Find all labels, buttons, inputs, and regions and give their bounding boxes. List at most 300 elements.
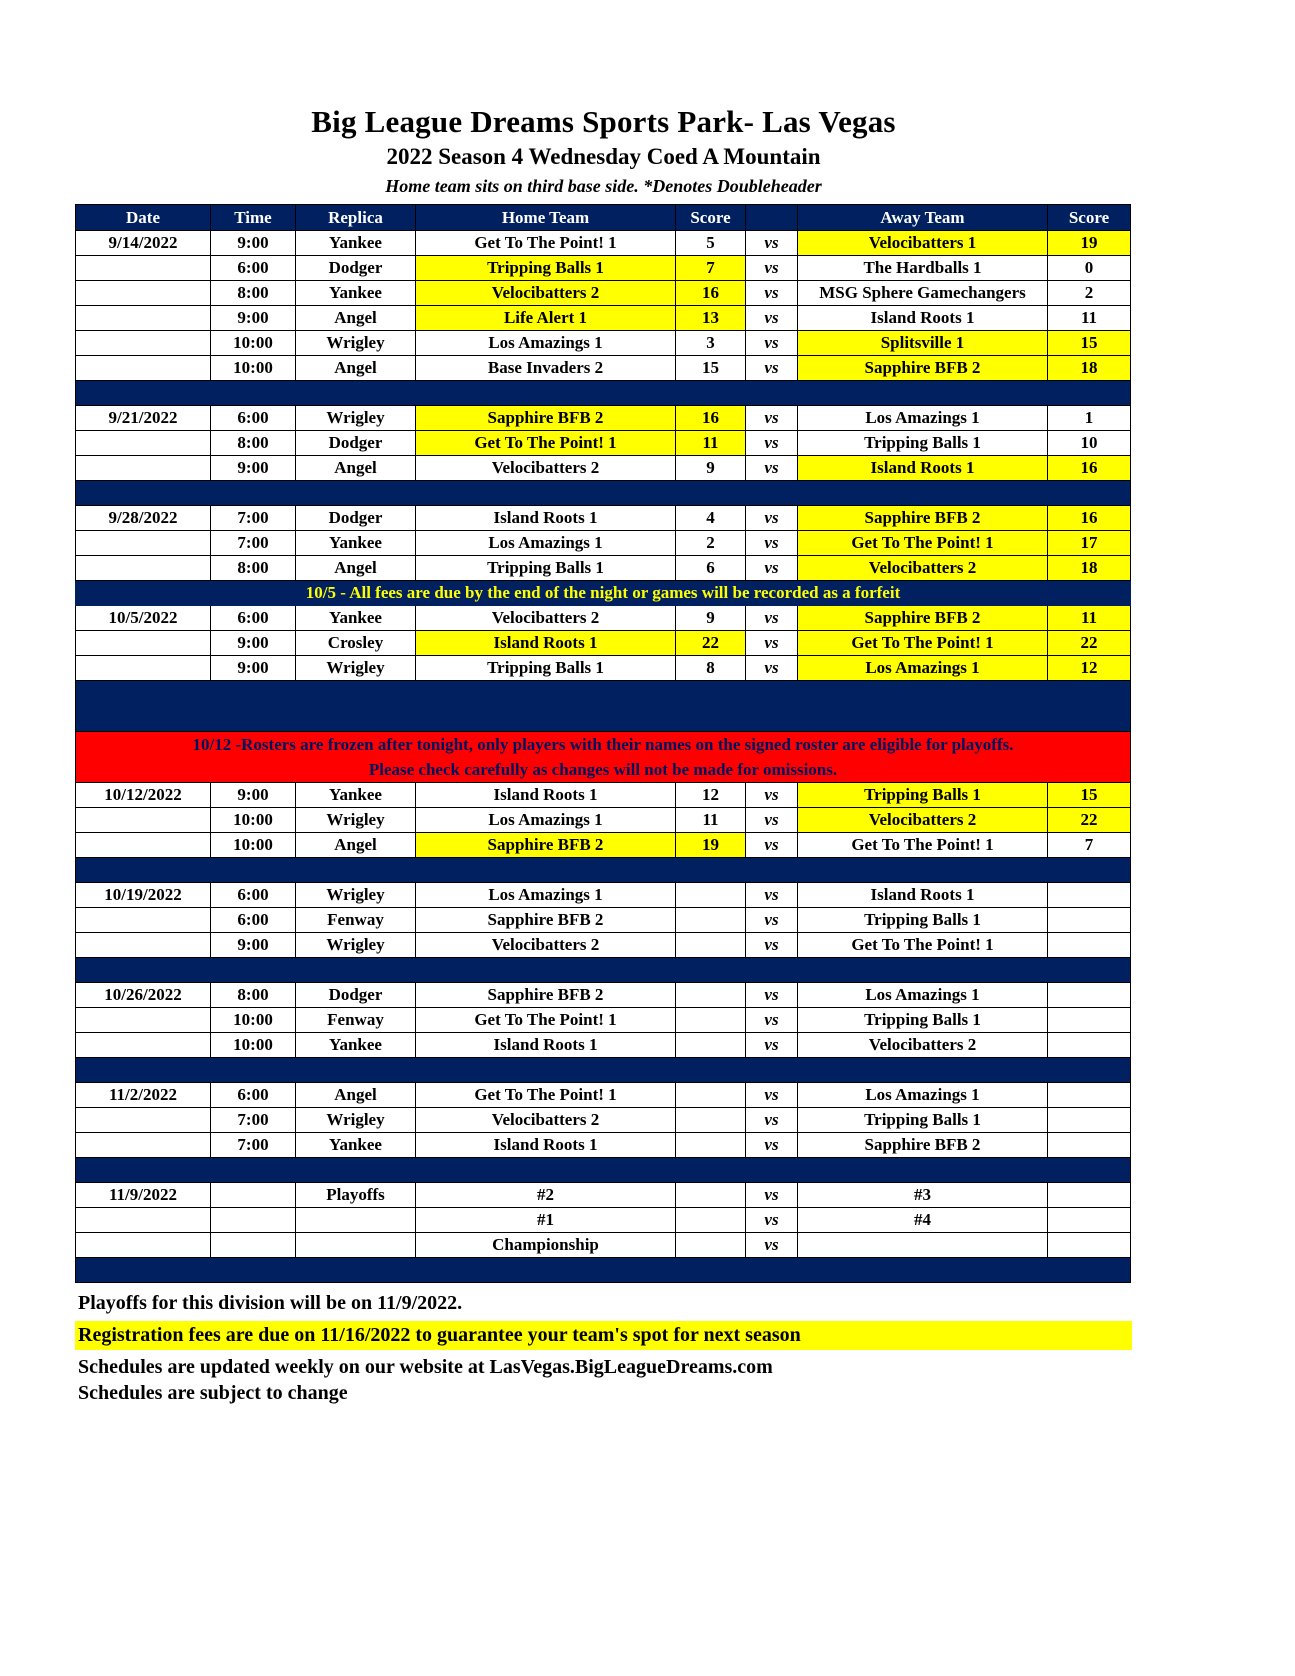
home-score-cell (676, 1083, 746, 1108)
game-row (76, 808, 1131, 833)
home-score-cell: 9 (676, 456, 746, 481)
home-team-note: Home team sits on third base side. *Denotes Doubleheader (385, 176, 822, 196)
home-score-cell: 19 (676, 833, 746, 858)
home-score-cell: 16 (676, 281, 746, 306)
vs-label: vs (746, 356, 798, 381)
vs-label: vs (746, 933, 798, 958)
time-cell: 7:00 (211, 1108, 296, 1133)
home-team-cell: Velocibatters 2 (416, 281, 676, 306)
date-cell (76, 256, 211, 281)
away-score-cell: 16 (1048, 506, 1131, 531)
date-cell (76, 631, 211, 656)
vs-label: vs (746, 631, 798, 656)
away-team-cell: Tripping Balls 1 (798, 1008, 1048, 1033)
home-score-cell: 6 (676, 556, 746, 581)
red-banner-row (76, 732, 1131, 783)
home-score-cell (676, 1208, 746, 1233)
away-score-cell: 15 (1048, 783, 1131, 808)
away-team-cell: Los Amazings 1 (798, 656, 1048, 681)
replica-cell: Yankee (296, 231, 416, 256)
separator-row (76, 1158, 1131, 1183)
replica-cell: Angel (296, 556, 416, 581)
playoffs-note: Playoffs for this division will be on 11/9/2022. (78, 1292, 463, 1314)
away-score-cell (1048, 1083, 1131, 1108)
time-cell (211, 1208, 296, 1233)
away-score-cell: 16 (1048, 456, 1131, 481)
game-row (76, 631, 1131, 656)
registration-note: Registration fees are due on 11/16/2022 to guarantee your team's spot for next season (75, 1321, 1132, 1350)
home-team-cell: Island Roots 1 (416, 1133, 676, 1158)
vs-label: vs (746, 783, 798, 808)
replica-cell: Yankee (296, 783, 416, 808)
subject-to-change-note: Schedules are subject to change (78, 1382, 348, 1404)
time-cell: 9:00 (211, 631, 296, 656)
home-team-cell: Sapphire BFB 2 (416, 983, 676, 1008)
replica-cell: Yankee (296, 1133, 416, 1158)
home-team-cell: Los Amazings 1 (416, 531, 676, 556)
replica-cell: Angel (296, 306, 416, 331)
away-score-cell: 18 (1048, 356, 1131, 381)
home-team-cell: Tripping Balls 1 (416, 256, 676, 281)
away-team-cell: Tripping Balls 1 (798, 783, 1048, 808)
replica-cell (296, 1208, 416, 1233)
vs-label: vs (746, 606, 798, 631)
vs-label: vs (746, 983, 798, 1008)
away-team-cell: Get To The Point! 1 (798, 531, 1048, 556)
date-cell: 10/5/2022 (76, 606, 211, 631)
date-cell: 10/19/2022 (76, 883, 211, 908)
away-score-cell (1048, 983, 1131, 1008)
replica-cell: Wrigley (296, 883, 416, 908)
home-team-cell: Get To The Point! 1 (416, 1008, 676, 1033)
home-score-cell (676, 983, 746, 1008)
away-team-cell: Get To The Point! 1 (798, 933, 1048, 958)
replica-cell: Yankee (296, 281, 416, 306)
page-subtitle: 2022 Season 4 Wednesday Coed A Mountain (386, 144, 821, 169)
time-cell: 6:00 (211, 606, 296, 631)
date-cell (76, 1033, 211, 1058)
home-team-cell: Base Invaders 2 (416, 356, 676, 381)
vs-label: vs (746, 281, 798, 306)
header-away-score: Score (1048, 205, 1131, 231)
vs-label: vs (746, 883, 798, 908)
replica-cell: Yankee (296, 1033, 416, 1058)
away-team-cell: Tripping Balls 1 (798, 908, 1048, 933)
vs-label: vs (746, 456, 798, 481)
away-team-cell: MSG Sphere Gamechangers (798, 281, 1048, 306)
vs-label: vs (746, 506, 798, 531)
game-row (76, 933, 1131, 958)
vs-label: vs (746, 231, 798, 256)
game-row (76, 281, 1131, 306)
separator-row (76, 1258, 1131, 1283)
date-cell: 11/2/2022 (76, 1083, 211, 1108)
away-score-cell: 19 (1048, 231, 1131, 256)
game-row (76, 656, 1131, 681)
away-team-cell: Sapphire BFB 2 (798, 606, 1048, 631)
game-row (76, 406, 1131, 431)
replica-cell: Wrigley (296, 331, 416, 356)
date-cell (76, 1108, 211, 1133)
home-team-cell: Get To The Point! 1 (416, 1083, 676, 1108)
date-cell (76, 908, 211, 933)
time-cell: 10:00 (211, 1033, 296, 1058)
vs-label: vs (746, 1133, 798, 1158)
replica-cell: Wrigley (296, 933, 416, 958)
date-cell: 9/28/2022 (76, 506, 211, 531)
away-team-cell: Sapphire BFB 2 (798, 1133, 1048, 1158)
date-cell (76, 1208, 211, 1233)
away-team-cell: Velocibatters 1 (798, 231, 1048, 256)
home-score-cell: 22 (676, 631, 746, 656)
home-team-cell: #2 (416, 1183, 676, 1208)
away-score-cell: 1 (1048, 406, 1131, 431)
replica-cell: Yankee (296, 531, 416, 556)
game-row (76, 606, 1131, 631)
away-team-cell: Splitsville 1 (798, 331, 1048, 356)
vs-label: vs (746, 1108, 798, 1133)
game-row (76, 431, 1131, 456)
separator-row (76, 681, 1131, 732)
game-row (76, 1233, 1131, 1258)
away-team-cell: Get To The Point! 1 (798, 631, 1048, 656)
date-cell (76, 331, 211, 356)
game-row (76, 908, 1131, 933)
home-score-cell: 11 (676, 808, 746, 833)
away-score-cell (1048, 1008, 1131, 1033)
time-cell: 6:00 (211, 406, 296, 431)
separator-cell (76, 381, 1131, 406)
date-cell (76, 556, 211, 581)
home-team-cell: Island Roots 1 (416, 506, 676, 531)
away-score-cell: 10 (1048, 431, 1131, 456)
date-cell: 10/26/2022 (76, 983, 211, 1008)
game-row (76, 531, 1131, 556)
home-score-cell (676, 883, 746, 908)
away-team-cell: Los Amazings 1 (798, 983, 1048, 1008)
date-cell (76, 356, 211, 381)
replica-cell: Dodger (296, 256, 416, 281)
home-score-cell: 5 (676, 231, 746, 256)
schedule-table (75, 204, 1131, 1283)
away-team-cell: Los Amazings 1 (798, 406, 1048, 431)
date-cell (76, 808, 211, 833)
home-team-cell: Sapphire BFB 2 (416, 833, 676, 858)
away-team-cell: Island Roots 1 (798, 306, 1048, 331)
home-team-cell: Los Amazings 1 (416, 808, 676, 833)
home-score-cell: 12 (676, 783, 746, 808)
vs-label: vs (746, 833, 798, 858)
time-cell: 7:00 (211, 531, 296, 556)
game-row (76, 1133, 1131, 1158)
date-cell (76, 531, 211, 556)
replica-cell: Fenway (296, 908, 416, 933)
away-team-cell: #3 (798, 1183, 1048, 1208)
home-team-cell: Los Amazings 1 (416, 883, 676, 908)
home-score-cell: 3 (676, 331, 746, 356)
home-team-cell: Sapphire BFB 2 (416, 406, 676, 431)
home-score-cell (676, 1183, 746, 1208)
replica-cell: Angel (296, 833, 416, 858)
away-team-cell: The Hardballs 1 (798, 256, 1048, 281)
vs-label: vs (746, 431, 798, 456)
time-cell: 10:00 (211, 833, 296, 858)
date-cell (76, 1133, 211, 1158)
date-cell: 10/12/2022 (76, 783, 211, 808)
header-vs-spacer (746, 205, 798, 231)
away-team-cell: Get To The Point! 1 (798, 833, 1048, 858)
time-cell: 9:00 (211, 456, 296, 481)
separator-cell (76, 1258, 1131, 1283)
home-team-cell: Velocibatters 2 (416, 606, 676, 631)
website-note: Schedules are updated weekly on our website at LasVegas.BigLeagueDreams.com (78, 1356, 773, 1378)
game-row (76, 331, 1131, 356)
away-team-cell: #4 (798, 1208, 1048, 1233)
home-team-cell: Get To The Point! 1 (416, 431, 676, 456)
home-team-cell: Los Amazings 1 (416, 331, 676, 356)
navy-banner-row (76, 581, 1131, 606)
vs-label: vs (746, 256, 798, 281)
away-score-cell: 22 (1048, 808, 1131, 833)
vs-label: vs (746, 406, 798, 431)
time-cell: 7:00 (211, 506, 296, 531)
banner-text-line: Please check carefully as changes will not be made for omissions. (368, 760, 838, 779)
header-date: Date (76, 205, 211, 231)
game-row (76, 1008, 1131, 1033)
replica-cell: Wrigley (296, 808, 416, 833)
vs-label: vs (746, 556, 798, 581)
vs-label: vs (746, 1208, 798, 1233)
separator-row (76, 381, 1131, 406)
date-cell (76, 1008, 211, 1033)
time-cell (211, 1233, 296, 1258)
game-row (76, 1183, 1131, 1208)
replica-cell (296, 1233, 416, 1258)
time-cell: 8:00 (211, 556, 296, 581)
away-team-cell: Island Roots 1 (798, 456, 1048, 481)
away-score-cell: 15 (1048, 331, 1131, 356)
time-cell: 7:00 (211, 1133, 296, 1158)
header-away-team: Away Team (798, 205, 1048, 231)
replica-cell: Fenway (296, 1008, 416, 1033)
page-title: Big League Dreams Sports Park- Las Vegas (311, 104, 896, 139)
away-score-cell (1048, 883, 1131, 908)
replica-cell: Angel (296, 1083, 416, 1108)
time-cell: 8:00 (211, 983, 296, 1008)
separator-cell (76, 1058, 1131, 1083)
vs-label: vs (746, 306, 798, 331)
vs-label: vs (746, 331, 798, 356)
away-team-cell: Sapphire BFB 2 (798, 356, 1048, 381)
date-cell (76, 281, 211, 306)
footer-notes (75, 1292, 1132, 1405)
replica-cell: Yankee (296, 606, 416, 631)
away-score-cell: 22 (1048, 631, 1131, 656)
away-score-cell: 0 (1048, 256, 1131, 281)
vs-label: vs (746, 656, 798, 681)
away-score-cell (1048, 1233, 1131, 1258)
time-cell: 10:00 (211, 356, 296, 381)
home-team-cell: Sapphire BFB 2 (416, 908, 676, 933)
date-cell: 9/14/2022 (76, 231, 211, 256)
away-team-cell: Velocibatters 2 (798, 556, 1048, 581)
schedule-table-body (76, 231, 1131, 1283)
time-cell: 9:00 (211, 231, 296, 256)
home-score-cell (676, 1133, 746, 1158)
date-cell (76, 306, 211, 331)
game-row (76, 833, 1131, 858)
date-cell (76, 933, 211, 958)
banner-text-line: 10/12 -Rosters are frozen after tonight, only players with their names on the signed roster are eligible for playoffs. (192, 735, 1014, 754)
home-team-cell: Championship (416, 1233, 676, 1258)
date-cell: 9/21/2022 (76, 406, 211, 431)
time-cell: 9:00 (211, 306, 296, 331)
away-team-cell: Velocibatters 2 (798, 808, 1048, 833)
away-score-cell: 17 (1048, 531, 1131, 556)
header-replica: Replica (296, 205, 416, 231)
header-time: Time (211, 205, 296, 231)
game-row (76, 556, 1131, 581)
away-score-cell: 12 (1048, 656, 1131, 681)
home-score-cell (676, 908, 746, 933)
time-cell: 10:00 (211, 331, 296, 356)
home-score-cell: 8 (676, 656, 746, 681)
home-score-cell (676, 1108, 746, 1133)
separator-cell (76, 858, 1131, 883)
away-score-cell (1048, 1208, 1131, 1233)
home-team-cell: Velocibatters 2 (416, 1108, 676, 1133)
away-team-cell: Sapphire BFB 2 (798, 506, 1048, 531)
game-row (76, 231, 1131, 256)
game-row (76, 456, 1131, 481)
replica-cell: Dodger (296, 506, 416, 531)
date-cell (76, 431, 211, 456)
away-team-cell: Tripping Balls 1 (798, 1108, 1048, 1133)
time-cell: 6:00 (211, 883, 296, 908)
game-row (76, 256, 1131, 281)
schedule-content (75, 104, 1132, 1408)
away-score-cell (1048, 908, 1131, 933)
away-score-cell (1048, 1133, 1131, 1158)
home-score-cell (676, 1008, 746, 1033)
navy-banner-cell (76, 581, 1131, 606)
home-score-cell: 9 (676, 606, 746, 631)
replica-cell: Angel (296, 456, 416, 481)
game-row (76, 356, 1131, 381)
game-row (76, 1108, 1131, 1133)
separator-row (76, 1058, 1131, 1083)
separator-cell (76, 1158, 1131, 1183)
home-team-cell: Tripping Balls 1 (416, 556, 676, 581)
separator-cell (76, 481, 1131, 506)
away-team-cell: Island Roots 1 (798, 883, 1048, 908)
replica-cell: Wrigley (296, 1108, 416, 1133)
vs-label: vs (746, 808, 798, 833)
away-score-cell: 18 (1048, 556, 1131, 581)
time-cell (211, 1183, 296, 1208)
replica-cell: Dodger (296, 431, 416, 456)
time-cell: 6:00 (211, 908, 296, 933)
home-score-cell: 4 (676, 506, 746, 531)
home-score-cell: 16 (676, 406, 746, 431)
home-score-cell: 11 (676, 431, 746, 456)
header-home-score: Score (676, 205, 746, 231)
home-score-cell: 2 (676, 531, 746, 556)
vs-label: vs (746, 1233, 798, 1258)
replica-cell: Crosley (296, 631, 416, 656)
time-cell: 6:00 (211, 256, 296, 281)
vs-label: vs (746, 1008, 798, 1033)
table-header-row (76, 205, 1131, 231)
game-row (76, 783, 1131, 808)
red-banner-cell (76, 732, 1131, 783)
separator-cell (76, 958, 1131, 983)
away-score-cell (1048, 1033, 1131, 1058)
time-cell: 8:00 (211, 281, 296, 306)
game-row (76, 306, 1131, 331)
time-cell: 10:00 (211, 1008, 296, 1033)
away-score-cell: 7 (1048, 833, 1131, 858)
game-row (76, 1033, 1131, 1058)
home-score-cell: 7 (676, 256, 746, 281)
away-score-cell (1048, 1183, 1131, 1208)
home-score-cell: 15 (676, 356, 746, 381)
vs-label: vs (746, 908, 798, 933)
away-team-cell: Tripping Balls 1 (798, 431, 1048, 456)
away-score-cell: 2 (1048, 281, 1131, 306)
banner-text-line: 10/5 - All fees are due by the end of the night or games will be recorded as a forfeit (305, 583, 901, 602)
replica-cell: Angel (296, 356, 416, 381)
time-cell: 8:00 (211, 431, 296, 456)
home-score-cell: 13 (676, 306, 746, 331)
replica-cell: Wrigley (296, 406, 416, 431)
separator-row (76, 858, 1131, 883)
date-cell (76, 833, 211, 858)
time-cell: 9:00 (211, 783, 296, 808)
replica-cell: Dodger (296, 983, 416, 1008)
home-team-cell: Tripping Balls 1 (416, 656, 676, 681)
away-team-cell: Los Amazings 1 (798, 1083, 1048, 1108)
home-team-cell: Island Roots 1 (416, 1033, 676, 1058)
vs-label: vs (746, 1033, 798, 1058)
separator-row (76, 958, 1131, 983)
home-team-cell: Get To The Point! 1 (416, 231, 676, 256)
time-cell: 9:00 (211, 656, 296, 681)
vs-label: vs (746, 1083, 798, 1108)
away-score-cell (1048, 933, 1131, 958)
home-score-cell (676, 933, 746, 958)
header-home-team: Home Team (416, 205, 676, 231)
replica-cell: Playoffs (296, 1183, 416, 1208)
game-row (76, 1208, 1131, 1233)
time-cell: 10:00 (211, 808, 296, 833)
home-team-cell: Velocibatters 2 (416, 456, 676, 481)
home-team-cell: Island Roots 1 (416, 783, 676, 808)
date-cell: 11/9/2022 (76, 1183, 211, 1208)
replica-cell: Wrigley (296, 656, 416, 681)
game-row (76, 883, 1131, 908)
away-score-cell: 11 (1048, 606, 1131, 631)
date-cell (76, 656, 211, 681)
away-score-cell: 11 (1048, 306, 1131, 331)
away-team-cell (798, 1233, 1048, 1258)
away-score-cell (1048, 1108, 1131, 1133)
home-team-cell: Velocibatters 2 (416, 933, 676, 958)
date-cell (76, 1233, 211, 1258)
time-cell: 9:00 (211, 933, 296, 958)
vs-label: vs (746, 1183, 798, 1208)
home-team-cell: #1 (416, 1208, 676, 1233)
